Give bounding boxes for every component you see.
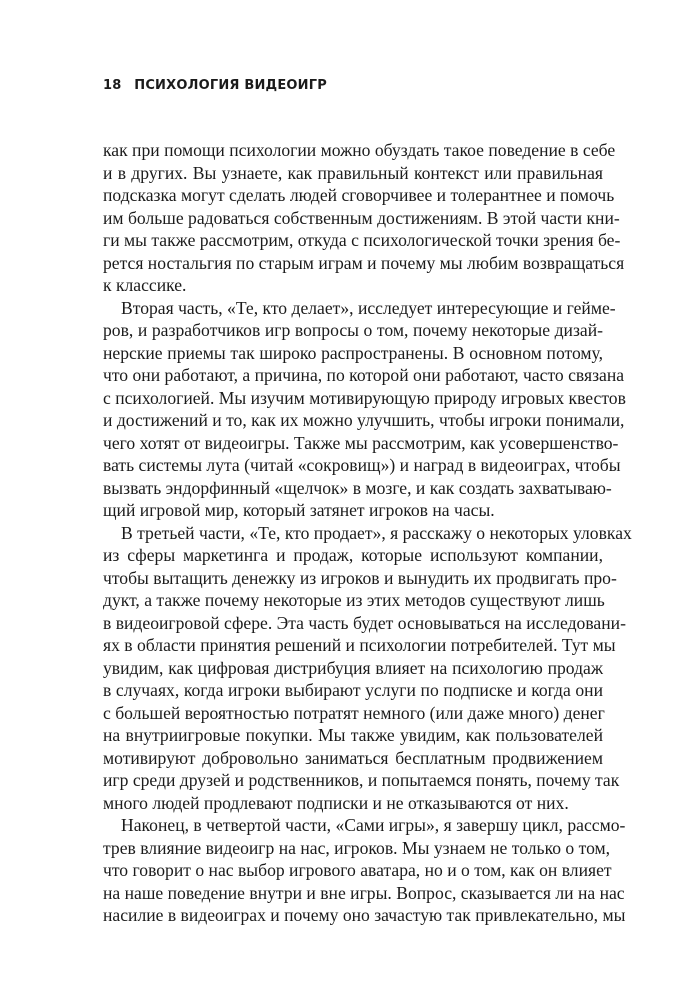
text-line: ги мы также рассмотрим, откуда с психологической точки зрения бе- (103, 230, 621, 250)
text-line: ров, и разработчиков игр вопросы о том, почему некоторые дизай- (103, 320, 603, 340)
text-line: дукт, а также почему некоторые из этих методов существуют лишь (103, 590, 605, 610)
text-line: вать системы лута (читай «сокровищ») и наград в видеоиграх, чтобы (103, 455, 621, 475)
text-line: им больше радоваться собственным достижениям. В этой части кни- (103, 207, 620, 228)
text-line: Наконец, в четвертой части, «Сами игры», я завершу цикл, рассмо- (121, 815, 626, 835)
text-line: в случаях, когда игроки выбирают услуги по подписке и когда они (103, 680, 603, 700)
paragraph-3 (103, 522, 632, 815)
text-line: В третьей части, «Те, кто продает», я расскажу о некоторых уловках (121, 522, 632, 543)
text-line: на внутриигровые покупки. Мы также увидим, как пользователей (103, 725, 603, 745)
text-line: нерские приемы так широко распространены. В основном потому, (103, 342, 603, 363)
running-head (103, 78, 327, 93)
text-line: вызвать эндорфинный «щелчок» в мозге, и как создать захватываю- (103, 477, 612, 498)
text-line: подсказка могут сделать людей сговорчивее и толерантнее и помочь (103, 185, 615, 205)
text-line: мотивируют добровольно заниматься бесплатным продвижением (103, 747, 603, 768)
text-line: на наше поведение внутри и вне игры. Вопрос, сказывается ли на нас (103, 882, 625, 903)
text-line: в видеоигровой сфере. Эта часть будет основываться на исследовани- (103, 612, 626, 633)
paragraph-4 (103, 814, 626, 927)
text-line: и достижений и то, как их можно улучшить, чтобы игроки понимали, (103, 410, 625, 430)
text-line: что они работают, а причина, по которой они работают, часто связана (103, 365, 625, 385)
text-line: игр среди друзей и родственников, и попытаемся понять, почему так (103, 770, 620, 790)
text-line: много людей продлевают подписки и не отказываются от них. (103, 792, 569, 813)
page-number: 18 (103, 78, 122, 93)
text-line: Вторая часть, «Те, кто делает», исследует интересующие и геймe- (121, 297, 616, 318)
text-line: как при помощи психологии можно обуздать такое поведение в себе (103, 140, 616, 160)
text-line: чего хотят от видеоигры. Также мы рассмотрим, как усовершенство- (103, 432, 619, 453)
text-line: из сферы маркетинга и продаж, которые используют компании, (103, 545, 603, 565)
paragraph-1 (103, 139, 625, 297)
book-title: ПСИХОЛОГИЯ ВИДЕОИГР (134, 78, 327, 93)
text-line: ях в области принятия решений и психологии потребителей. Тут мы (103, 635, 616, 655)
text-line: рется ностальгия по старым играм и почему мы любим возвращаться (103, 252, 625, 273)
paragraph-2 (103, 297, 626, 522)
text-line: насилие в видеоиграх и почему оно зачастую так привлекательно, мы (103, 905, 626, 925)
text-line: и в других. Вы узнаете, как правильный контекст или правильная (103, 162, 603, 183)
body-text (103, 139, 632, 927)
text-line: к классике. (103, 275, 187, 295)
text-line: увидим, как цифровая дистрибуция влияет на психологию продаж (103, 657, 603, 678)
text-line: трев влияние видеоигр на нас, игроков. Мы узнаем не только о том, (103, 837, 611, 858)
text-line: с психологией. Мы изучим мотивирующую природу игровых квестов (103, 387, 626, 408)
text-line: чтобы вытащить денежку из игроков и вынудить их продвигать про- (103, 567, 617, 588)
text-line: с большей вероятностью потратят немного (или даже много) денег (103, 702, 605, 723)
text-line: что говорит о нас выбор игрового аватара, но и о том, как он влияет (103, 860, 612, 880)
text-line: щий игровой мир, который затянет игроков на часы. (103, 500, 495, 520)
